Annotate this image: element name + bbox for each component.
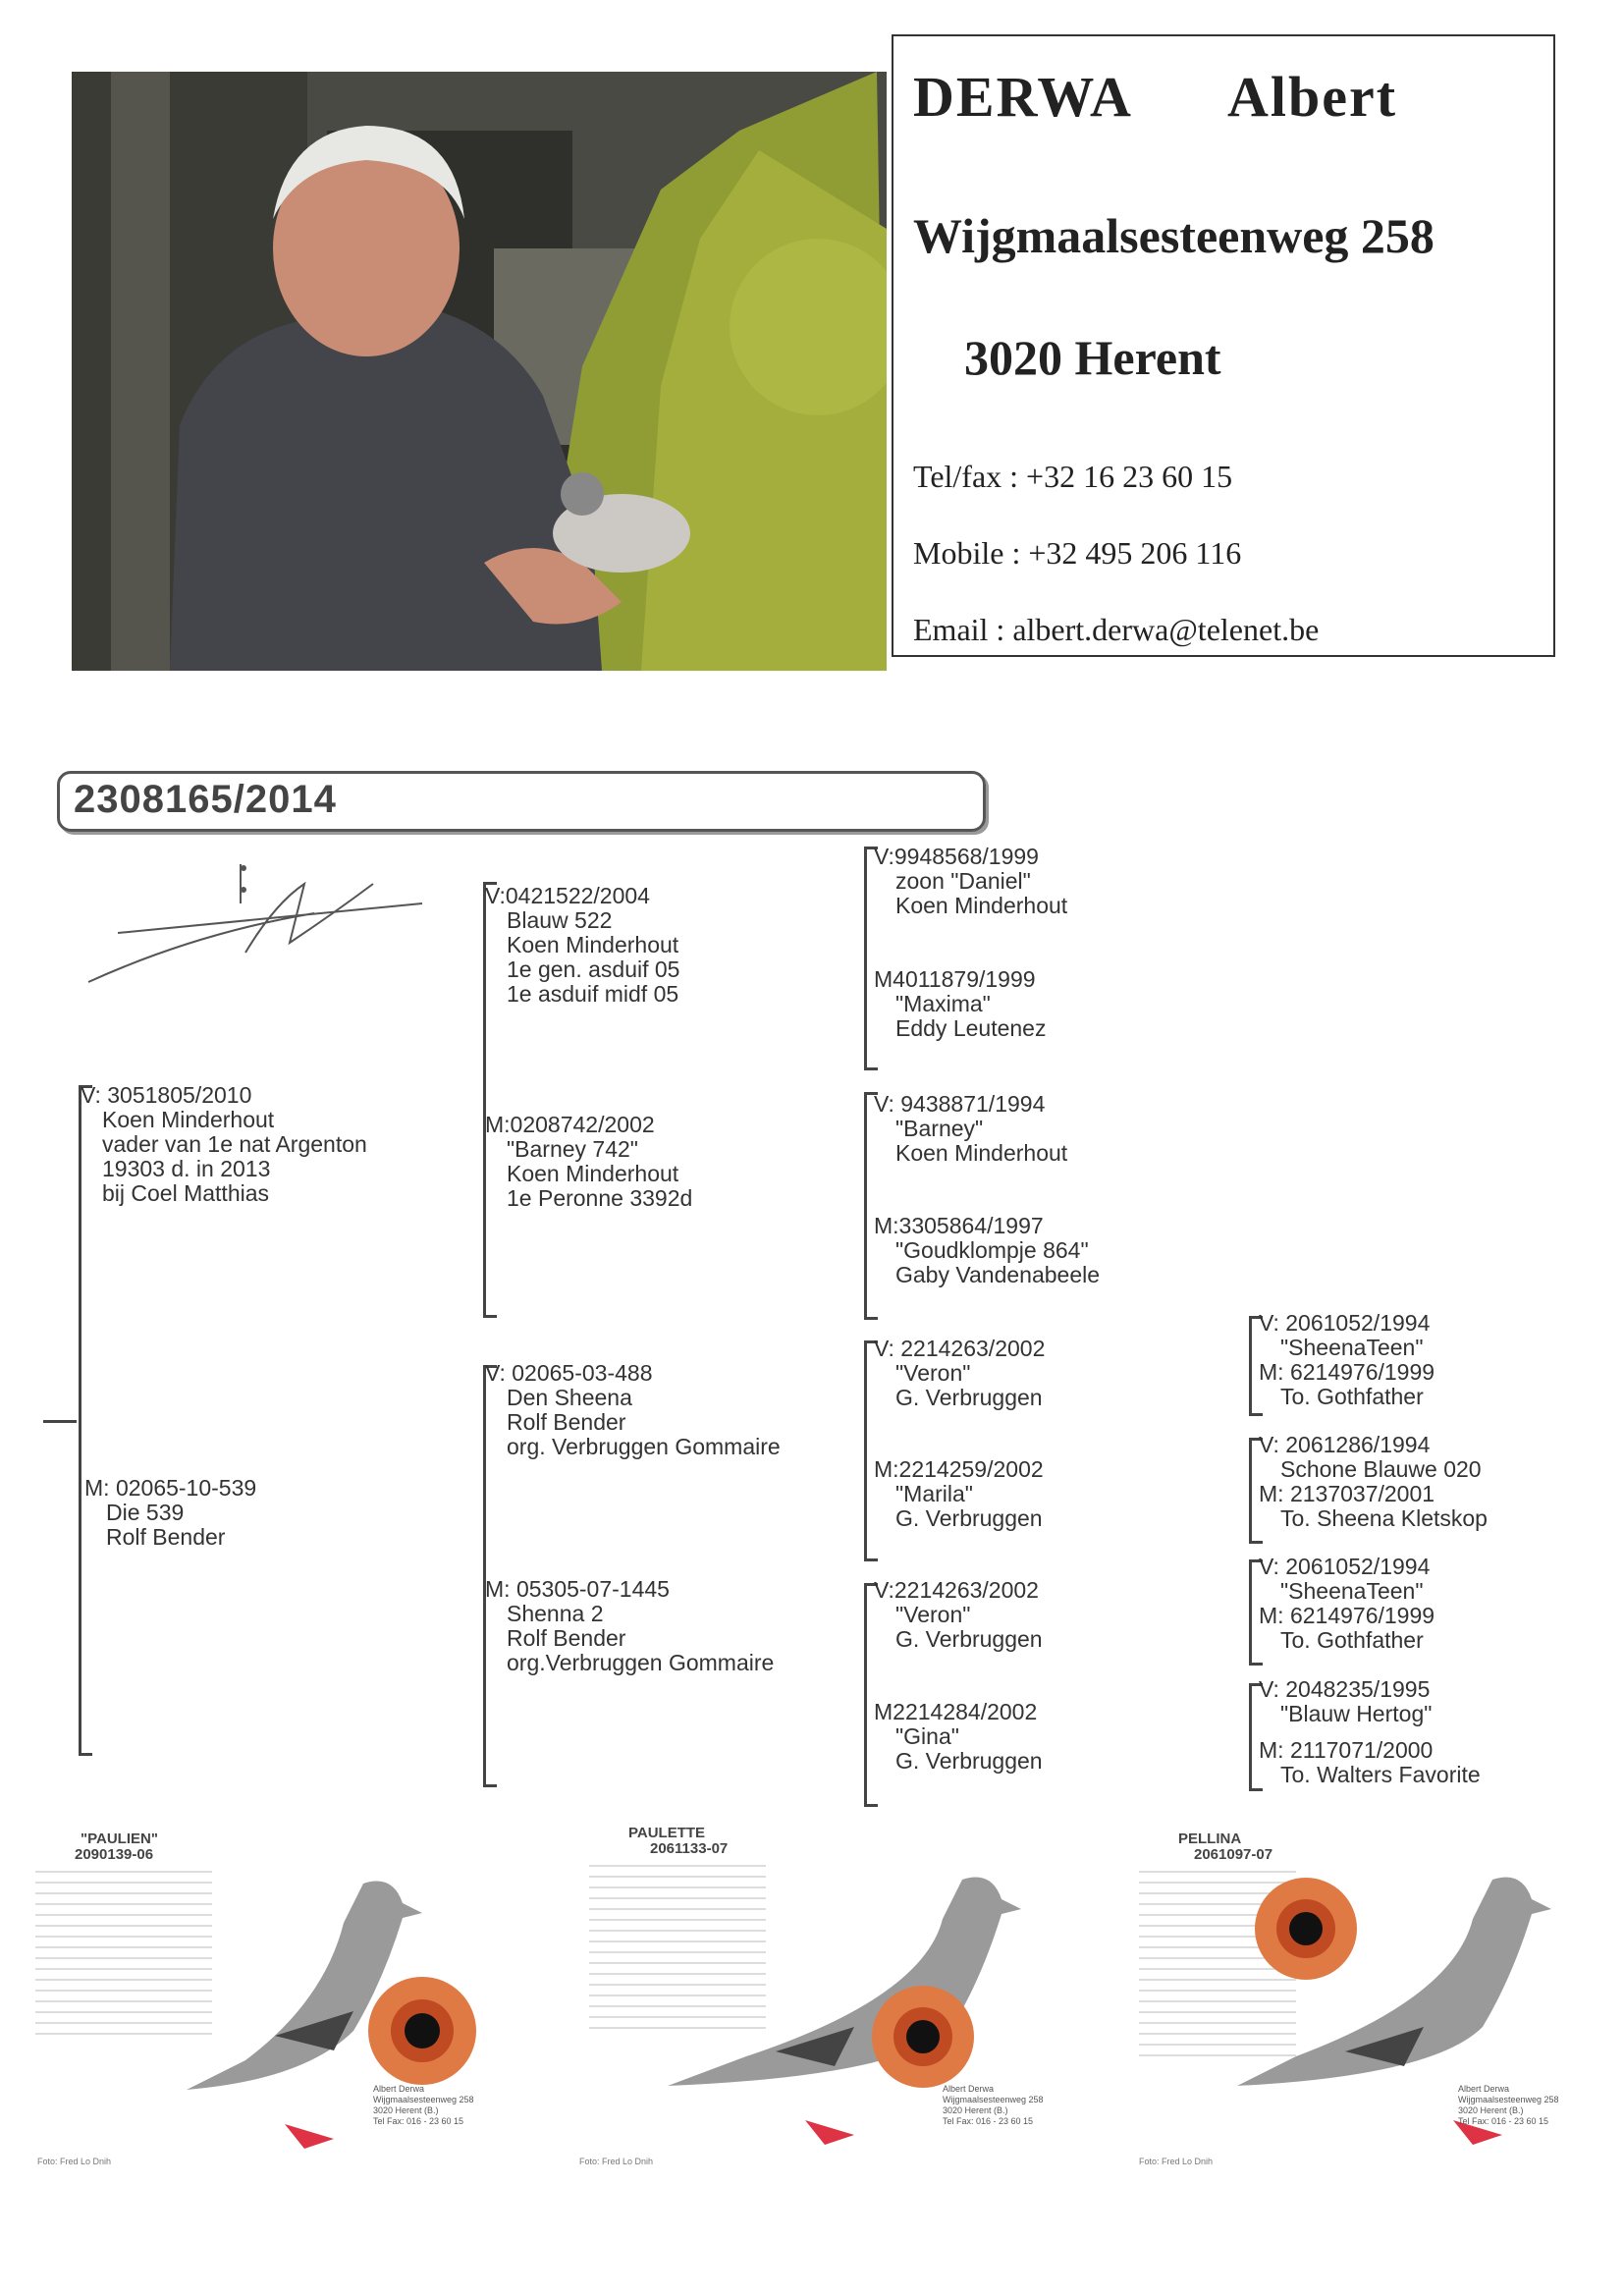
pigeon-card-pellina (1119, 1825, 1600, 2178)
card-title: "PAULIEN" (81, 1831, 158, 1847)
root-connector (43, 1420, 77, 1423)
card-title: PAULETTE (628, 1825, 706, 1841)
phone-fax: Tel/fax : +32 16 23 60 15 (913, 459, 1233, 494)
pigeon-card-paulette (569, 1825, 1100, 2178)
gen4-bracket-2 (1249, 1438, 1252, 1544)
g4-entry-1: V: 2061052/1994 "SheenaTeen" M: 6214976/1999 To. Gothfather (1259, 1310, 1435, 1409)
mmf-entry: V:2214263/2002 "Veron" G. Verbruggen (874, 1577, 1043, 1652)
ffm-entry: M4011879/1999 "Maxima" Eddy Leutenez (874, 966, 1047, 1041)
owner-footer: Albert Derwa Wijgmaalsesteenweg 258 3020 Herent (B.) Tel Fax: 016 - 23 60 15 (1458, 2084, 1559, 2126)
card-ring: 2061097-07 (1194, 1846, 1273, 1863)
fff-entry: V:9948568/1999 zoon "Daniel" Koen Minderhout (874, 844, 1068, 918)
mff-entry: V: 2214263/2002 "Veron" G. Verbruggen (874, 1336, 1046, 1410)
gen4-bracket-1 (1249, 1316, 1252, 1416)
photo-credit: Foto: Fred Lo Dnih (37, 2157, 112, 2166)
address-street: Wijgmaalsesteenweg 258 (913, 208, 1435, 263)
fm-entry: M:0208742/2002 "Barney 742" Koen Minderhout 1e Peronne 3392d (485, 1112, 693, 1211)
gen3-bracket-4 (864, 1583, 867, 1807)
mobile-phone: Mobile : +32 495 206 116 (913, 535, 1242, 571)
ring-number-box (57, 771, 986, 832)
contact-box (892, 34, 1555, 657)
owner-photo (72, 72, 887, 671)
email-address: Email : albert.derwa@telenet.be (913, 612, 1320, 647)
gen3-bracket-2 (864, 1092, 867, 1320)
card-title: PELLINA (1178, 1831, 1242, 1847)
ff-entry: V:0421522/2004 Blauw 522 Koen Minderhout 1e gen. asduif 05 1e asduif midf 05 (485, 883, 680, 1007)
father-entry: V: 3051805/2010 Koen Minderhout vader van 1e nat Argenton 19303 d. in 2013 bij Coel Matthias (81, 1082, 367, 1206)
owner-footer: Albert Derwa Wijgmaalsesteenweg 258 3020 Herent (B.) Tel Fax: 016 - 23 60 15 (943, 2084, 1044, 2126)
photo-credit: Foto: Fred Lo Dnih (1139, 2157, 1214, 2166)
pigeon-illustration (128, 1864, 540, 2158)
photo-credit: Foto: Fred Lo Dnih (579, 2157, 654, 2166)
g4-entry-4: V: 2048235/1995 "Blauw Hertog" M: 2117071/2000 To. Walters Favorite (1259, 1676, 1481, 1787)
mf-entry: V: 02065-03-488 Den Sheena Rolf Bender org. Verbruggen Gommaire (485, 1360, 781, 1459)
pigeon-card-paulien (29, 1825, 550, 2178)
g4-entry-2: V: 2061286/1994 Schone Blauwe 020 M: 2137037/2001 To. Sheena Kletskop (1259, 1432, 1488, 1531)
g4-entry-3: V: 2061052/1994 "SheenaTeen" M: 6214976/1999 To. Gothfather (1259, 1554, 1435, 1653)
mm-entry: M: 05305-07-1445 Shenna 2 Rolf Bender org.Verbruggen Gommaire (485, 1576, 775, 1675)
owner-last-name: DERWA (913, 65, 1133, 129)
mmm-entry: M2214284/2002 "Gina" G. Verbruggen (874, 1699, 1043, 1774)
mother-entry: M: 02065-10-539 Die 539 Rolf Bender (84, 1475, 257, 1550)
signature (79, 845, 452, 1002)
card-ring: 2090139-06 (75, 1846, 154, 1863)
gen4-bracket-3 (1249, 1559, 1252, 1666)
gen4-bracket-4 (1249, 1683, 1252, 1791)
fmf-entry: V: 9438871/1994 "Barney" Koen Minderhout (874, 1091, 1068, 1166)
address-city: 3020 Herent (964, 330, 1221, 385)
owner-footer: Albert Derwa Wijgmaalsesteenweg 258 3020 Herent (B.) Tel Fax: 016 - 23 60 15 (373, 2084, 474, 2126)
gen3-bracket-1 (864, 847, 867, 1070)
owner-first-name: Albert (1227, 65, 1398, 129)
card-ring: 2061133-07 (650, 1840, 729, 1857)
ring-number: 2308165/2014 (74, 778, 337, 821)
fmm-entry: M:3305864/1997 "Goudklompje 864" Gaby Vandenabeele (874, 1213, 1101, 1287)
gen3-bracket-3 (864, 1340, 867, 1561)
mfm-entry: M:2214259/2002 "Marila" G. Verbruggen (874, 1456, 1044, 1531)
